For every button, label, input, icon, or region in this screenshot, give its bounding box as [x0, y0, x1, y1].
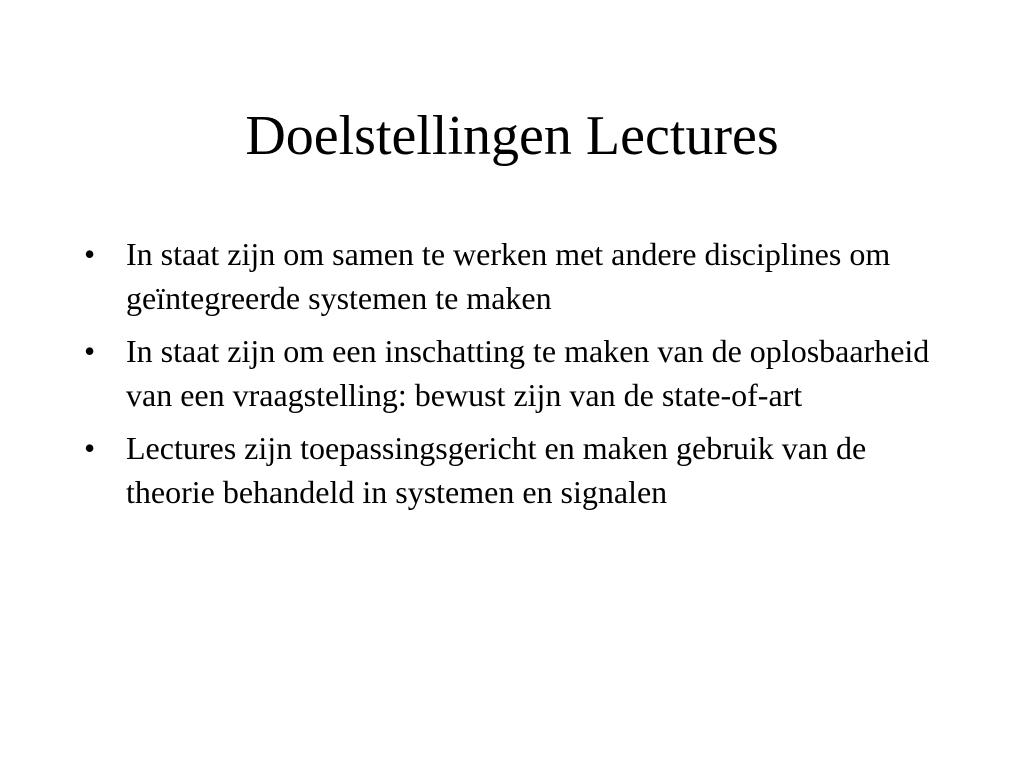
bullet-text: In staat zijn om een inschatting te maken van de oplosbaarheid van een vraagstelling: bewust zijn van de state-of-art	[126, 333, 930, 413]
bullet-text: Lectures zijn toepassingsgericht en maken gebruik van de theorie behandeld in systemen en signalen	[126, 430, 867, 510]
bullet-list	[82, 232, 962, 523]
bullet-text: In staat zijn om samen te werken met andere disciplines om geïntegreerde systemen te maken	[126, 236, 891, 316]
bullet-item	[82, 232, 962, 320]
slide-title: Doelstellingen Lectures	[245, 105, 779, 167]
bullet-item	[82, 329, 962, 417]
bullet-icon: •	[84, 236, 96, 272]
bullet-item	[82, 426, 962, 514]
bullet-icon: •	[84, 333, 96, 369]
bullet-icon: •	[84, 430, 96, 466]
